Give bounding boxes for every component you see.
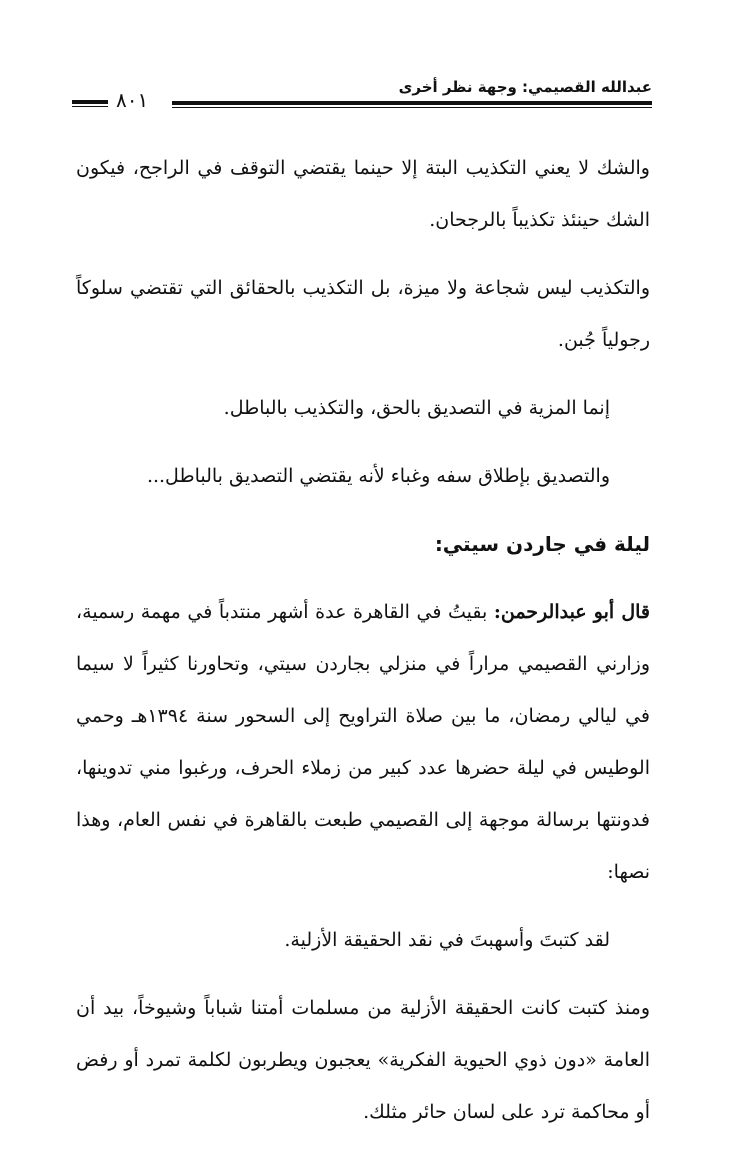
header-rule xyxy=(172,101,652,108)
paragraph: ومنذ كتبت كانت الحقيقة الأزلية من مسلمات أمتنا شباباً وشيوخاً، بيد أن العامة «دون ذوي الحيوية الفكرية» يعجبون ويطربون لكلمة تمرد أو رفض أو محاكمة ترد على لسان حائر مثلك. xyxy=(76,997,650,1123)
paragraph: إنما المزية في التصديق بالحق، والتكذيب بالباطل. xyxy=(223,397,610,419)
paragraph: والشك لا يعني التكذيب البتة إلا حينما يقتضي التوقف في الراجح، فيكون الشك حينئذ تكذيباً بالرجحان. xyxy=(76,157,650,231)
paragraph-text: بقيتُ في القاهرة عدة أشهر منتدباً في مهمة رسمية، وزارني القصيمي مراراً في منزلي بجاردن سيتي، وتحاورنا كثيراً لا سيما في ليالي رمضان، ما بين صلاة التراويح إلى السحور سنة ١٣٩٤هـ وحمي الوطيس في ليلة حضرها عدد كبير من زملاء الحرف، ورغبوا مني تدوينها، فدونتها برسالة موجهة إلى القصيمي طبعت بالقاهرة في نفس العام، وهذا نصها: xyxy=(76,601,650,883)
page-header xyxy=(72,74,652,114)
section-heading: ليلة في جاردن سيتي: xyxy=(434,532,650,556)
paragraph: والتكذيب ليس شجاعة ولا ميزة، بل التكذيب بالحقائق التي تقتضي سلوكاً رجولياً جُبن. xyxy=(76,277,650,351)
page-number-rule xyxy=(72,100,108,107)
paragraph: والتصديق بإطلاق سفه وغباء لأنه يقتضي التصديق بالباطل... xyxy=(146,465,610,487)
paragraph: لقد كتبتَ وأسهبتَ في نقد الحقيقة الأزلية. xyxy=(284,929,610,951)
paragraph xyxy=(76,586,650,898)
running-title: عبدالله القصيمي: وجهة نظر أخرى xyxy=(398,78,652,96)
speaker-label: قال أبو عبدالرحمن: xyxy=(493,601,650,623)
page-number: ٨٠١ xyxy=(116,88,149,112)
page-body xyxy=(76,142,650,1154)
